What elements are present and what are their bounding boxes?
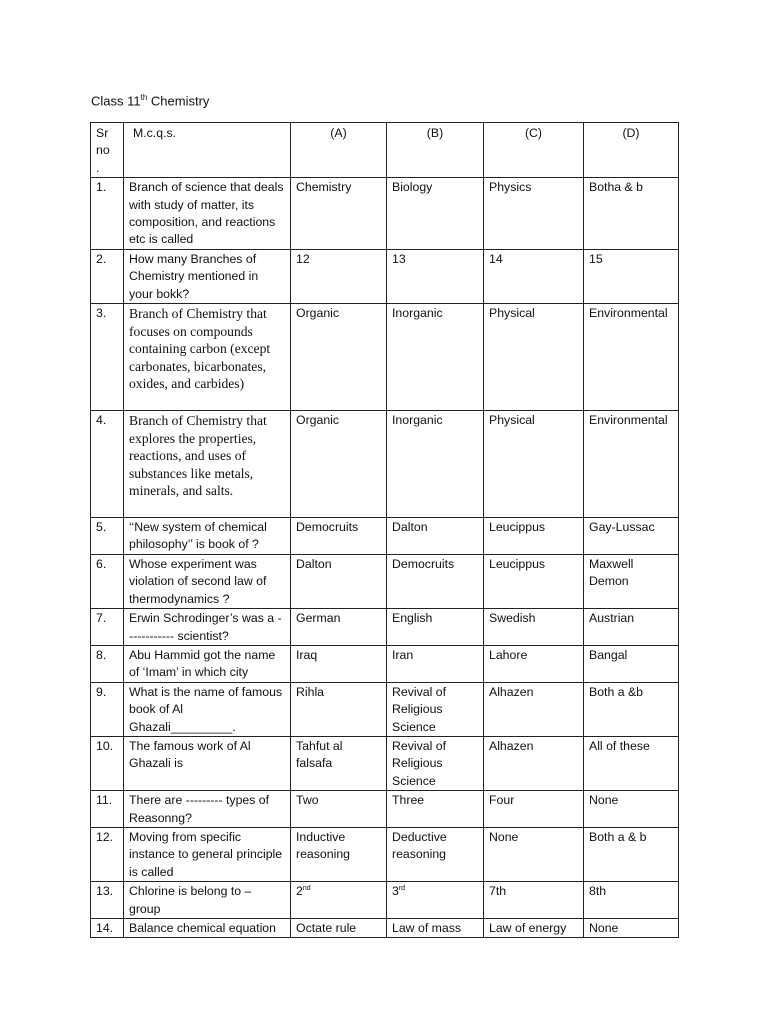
option-b-cell <box>387 791 484 828</box>
sr-cell <box>91 827 124 881</box>
option-b-cell-superscript: rd <box>398 885 406 893</box>
option-a-cell <box>291 827 387 881</box>
sr-cell-text: 5. <box>96 520 107 535</box>
option-c-cell-text: Swedish <box>489 611 536 626</box>
option-d-cell-text: Botha & b <box>589 180 644 195</box>
option-a-cell-text: Octate rule <box>296 921 357 935</box>
option-a-cell-text: Organic <box>296 306 340 321</box>
option-d-cell-text: All of these <box>589 738 650 753</box>
sr-cell-text: 12. <box>96 829 114 844</box>
option-b-cell <box>387 411 484 518</box>
question-cell <box>124 827 291 881</box>
option-a-cell <box>291 609 387 646</box>
option-d-cell <box>584 178 679 250</box>
table-row <box>91 178 679 250</box>
option-a-cell <box>291 882 387 919</box>
question-cell <box>124 304 291 411</box>
option-c-cell-text: None <box>489 829 519 844</box>
header-option-a: (A) <box>291 123 387 178</box>
option-b-cell-text: 13 <box>392 251 406 266</box>
option-d-cell <box>584 249 679 303</box>
option-b-cell-text: Inorganic <box>392 306 443 321</box>
sr-cell-text: 3. <box>96 306 107 321</box>
option-b-cell <box>387 609 484 646</box>
option-c-cell <box>484 736 584 790</box>
option-b-cell-text: Biology <box>392 180 433 195</box>
option-d-cell-text: Austrian <box>589 611 635 626</box>
option-c-cell-text: Lahore <box>489 647 528 662</box>
table-row <box>91 645 679 682</box>
header-option-c: (C) <box>484 123 584 178</box>
sr-cell <box>91 249 124 303</box>
sr-cell-text: 10. <box>96 738 114 753</box>
option-d-cell-text: None <box>589 921 619 935</box>
option-c-cell <box>484 609 584 646</box>
option-c-cell <box>484 919 584 938</box>
sr-cell <box>91 882 124 919</box>
title-subject: Chemistry <box>147 93 210 109</box>
option-c-cell-text: 7th <box>489 884 507 899</box>
option-b-cell <box>387 827 484 881</box>
option-a-cell <box>291 304 387 411</box>
option-d-cell <box>584 682 679 736</box>
option-b-cell <box>387 304 484 411</box>
table-row <box>91 682 679 736</box>
option-d-cell-text: Environmental <box>589 306 668 321</box>
option-a-cell <box>291 249 387 303</box>
question-cell-text: Moving from specific instance to general principle is called <box>129 829 283 879</box>
option-a-cell-text: Two <box>296 793 319 808</box>
option-b-cell-text: Three <box>392 793 425 808</box>
table-row <box>91 554 679 608</box>
header-option-b: (B) <box>387 123 484 178</box>
option-b-cell-text: Inorganic <box>392 413 443 428</box>
option-b-cell <box>387 736 484 790</box>
option-d-cell <box>584 736 679 790</box>
question-cell <box>124 609 291 646</box>
table-row <box>91 609 679 646</box>
sr-cell <box>91 518 124 555</box>
option-c-cell <box>484 554 584 608</box>
option-a-cell-text: German <box>296 611 341 626</box>
sr-cell-text: 8. <box>96 647 107 662</box>
option-a-cell <box>291 178 387 250</box>
table-row <box>91 304 679 411</box>
option-a-cell <box>291 645 387 682</box>
table-row <box>91 518 679 555</box>
option-b-cell <box>387 919 484 938</box>
option-b-cell <box>387 518 484 555</box>
option-b-cell-text: 3 <box>392 884 399 899</box>
sr-cell <box>91 609 124 646</box>
option-d-cell-text: Both a & b <box>589 829 647 844</box>
table-row <box>91 249 679 303</box>
option-a-cell-text: Democruits <box>296 520 359 535</box>
option-d-cell-text: Both a &b <box>589 684 644 699</box>
option-d-cell <box>584 609 679 646</box>
option-d-cell <box>584 645 679 682</box>
question-cell <box>124 736 291 790</box>
option-d-cell <box>584 919 679 938</box>
question-cell <box>124 682 291 736</box>
option-b-cell-text: Revival of Religious Science <box>392 684 446 734</box>
sr-cell-text: 2. <box>96 251 107 266</box>
question-cell <box>124 178 291 250</box>
table-row <box>91 882 679 919</box>
title-superscript: th <box>140 93 148 102</box>
question-cell-text: Branch of Chemistry that explores the properties, reactions, and uses of substances like metals, minerals, and salts. <box>129 413 267 499</box>
option-c-cell <box>484 249 584 303</box>
option-a-cell-text: Rihla <box>296 684 325 699</box>
sr-cell <box>91 645 124 682</box>
option-b-cell-text: Law of mass <box>392 921 462 935</box>
option-c-cell-text: Physical <box>489 306 535 321</box>
option-c-cell <box>484 645 584 682</box>
header-mcqs: M.c.q.s. <box>124 123 291 178</box>
question-cell-text: Abu Hammid got the name of ‘Imam’ in which city <box>129 647 276 680</box>
option-c-cell-text: Physical <box>489 413 535 428</box>
option-b-cell <box>387 249 484 303</box>
sr-cell-text: 4. <box>96 413 107 428</box>
sr-cell-text: 1. <box>96 180 107 195</box>
document-title <box>91 93 209 108</box>
option-d-cell <box>584 304 679 411</box>
option-c-cell-text: 14 <box>489 251 503 266</box>
option-c-cell <box>484 827 584 881</box>
question-cell <box>124 518 291 555</box>
question-cell-text: Branch of science that deals with study of matter, its composition, and reactions etc is called <box>129 180 284 247</box>
option-a-cell-text: Chemistry <box>296 180 352 195</box>
sr-cell-text: 9. <box>96 684 107 699</box>
option-c-cell-text: Law of energy <box>489 921 567 935</box>
option-c-cell-text: Physics <box>489 180 532 195</box>
sr-cell-text: 13. <box>96 884 114 899</box>
sr-cell-text: 7. <box>96 611 107 626</box>
sr-cell-text: 6. <box>96 556 107 571</box>
option-a-cell <box>291 682 387 736</box>
option-c-cell <box>484 682 584 736</box>
option-a-cell-text: Tahfut al falsafa <box>296 738 343 771</box>
question-cell-text: The famous work of Al Ghazali is <box>129 738 251 771</box>
option-b-cell <box>387 882 484 919</box>
sr-cell <box>91 411 124 518</box>
question-cell-text: Chlorine is belong to – group <box>129 884 252 916</box>
option-d-cell <box>584 411 679 518</box>
question-cell-text: Balance chemical equation <box>129 921 276 935</box>
title-text: Class 11 <box>91 93 141 109</box>
option-d-cell <box>584 882 679 919</box>
question-cell-text: How many Branches of Chemistry mentioned in your bokk? <box>129 251 259 301</box>
option-c-cell <box>484 791 584 828</box>
option-b-cell-text: English <box>392 611 433 626</box>
option-a-cell-text: Dalton <box>296 556 332 571</box>
question-cell-text: Erwin Schrodinger’s was a ------------ scientist? <box>129 611 282 643</box>
option-c-cell <box>484 882 584 919</box>
option-c-cell-text: Leucippus <box>489 556 546 571</box>
sr-cell-text: 14. <box>96 921 114 935</box>
option-d-cell <box>584 554 679 608</box>
question-cell <box>124 249 291 303</box>
option-d-cell-text: Maxwell Demon <box>589 556 634 589</box>
option-b-cell <box>387 645 484 682</box>
option-b-cell <box>387 682 484 736</box>
table-header-row <box>91 123 679 178</box>
option-d-cell <box>584 518 679 555</box>
mcq-table <box>90 122 679 938</box>
header-option-d: (D) <box>584 123 679 178</box>
sr-cell <box>91 304 124 411</box>
question-cell <box>124 791 291 828</box>
option-c-cell <box>484 518 584 555</box>
header-sr-no: Sr no . <box>91 123 124 178</box>
option-a-cell-superscript: nd <box>302 885 311 893</box>
table-row <box>91 827 679 881</box>
option-c-cell <box>484 304 584 411</box>
option-d-cell <box>584 791 679 828</box>
option-d-cell-text: Bangal <box>589 647 628 662</box>
option-d-cell-text: Environmental <box>589 413 668 428</box>
option-a-cell <box>291 736 387 790</box>
option-d-cell-text: None <box>589 793 619 808</box>
option-a-cell-text: 2 <box>296 884 303 899</box>
sr-cell <box>91 736 124 790</box>
option-b-cell-text: Iran <box>392 647 414 662</box>
option-a-cell <box>291 919 387 938</box>
option-a-cell <box>291 411 387 518</box>
question-cell-text: There are --------- types of Reasonng? <box>129 793 270 825</box>
option-c-cell-text: Leucippus <box>489 520 546 535</box>
option-d-cell <box>584 827 679 881</box>
option-b-cell-text: Deductive reasoning <box>392 829 447 862</box>
option-c-cell <box>484 178 584 250</box>
question-cell <box>124 411 291 518</box>
sr-cell-text: 11. <box>96 793 113 808</box>
sr-cell <box>91 554 124 608</box>
option-a-cell <box>291 518 387 555</box>
option-a-cell-text: Iraq <box>296 647 318 662</box>
option-a-cell <box>291 554 387 608</box>
option-a-cell <box>291 791 387 828</box>
sr-cell <box>91 791 124 828</box>
option-b-cell-text: Democruits <box>392 556 455 571</box>
question-cell-text: Branch of Chemistry that focuses on compounds containing carbon (except carbonates, bicarbonates, oxides, and carbides) <box>129 306 271 392</box>
question-cell-text: What is the name of famous book of Al Ghazali_________. <box>129 684 283 734</box>
table-row <box>91 411 679 518</box>
option-a-cell-text: Organic <box>296 413 340 428</box>
option-d-cell-text: 15 <box>589 251 603 266</box>
option-a-cell-text: 12 <box>296 251 310 266</box>
table-row <box>91 919 679 938</box>
option-d-cell-text: 8th <box>589 884 607 899</box>
option-c-cell-text: Alhazen <box>489 684 534 699</box>
question-cell <box>124 882 291 919</box>
option-d-cell-text: Gay-Lussac <box>589 520 655 535</box>
option-c-cell-text: Four <box>489 793 515 808</box>
question-cell <box>124 645 291 682</box>
option-c-cell-text: Alhazen <box>489 738 534 753</box>
table-row <box>91 736 679 790</box>
table-row <box>91 791 679 828</box>
option-b-cell-text: Dalton <box>392 520 428 535</box>
question-cell-text: Whose experiment was violation of second law of thermodynamics ? <box>129 556 267 606</box>
option-b-cell <box>387 178 484 250</box>
sr-cell <box>91 919 124 938</box>
sr-cell <box>91 682 124 736</box>
option-c-cell <box>484 411 584 518</box>
option-b-cell-text: Revival of Religious Science <box>392 738 446 788</box>
option-b-cell <box>387 554 484 608</box>
question-cell-text: ‘‘New system of chemical philosophy’’ is book of ? <box>129 520 267 552</box>
question-cell <box>124 554 291 608</box>
sr-cell <box>91 178 124 250</box>
option-a-cell-text: Inductive reasoning <box>296 829 351 862</box>
question-cell <box>124 919 291 938</box>
